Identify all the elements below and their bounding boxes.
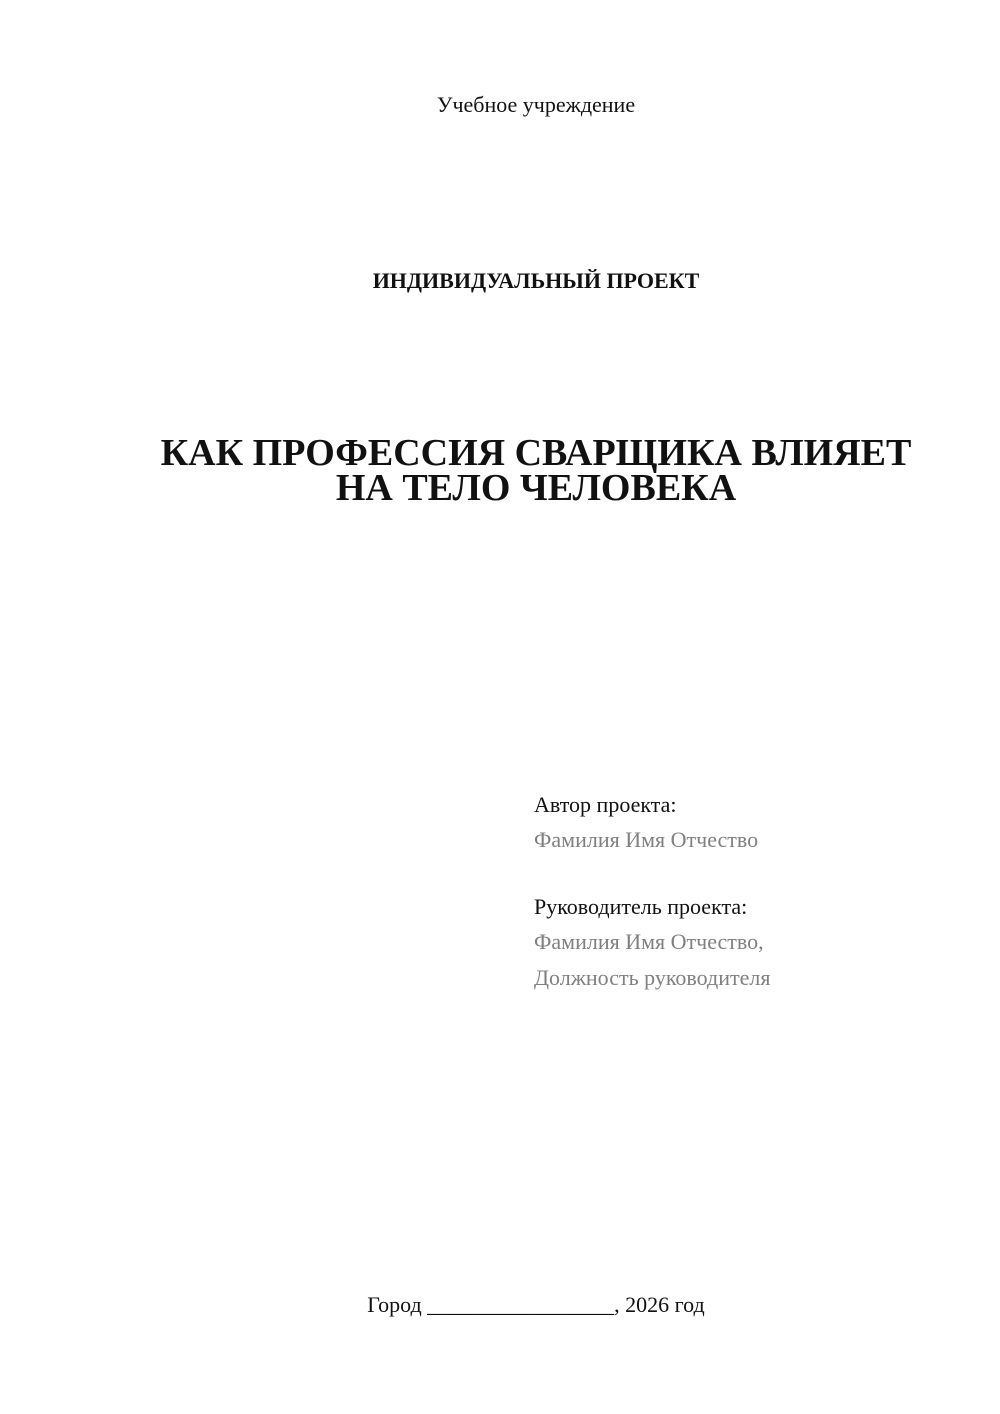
author-name: Фамилия Имя Отчество bbox=[534, 827, 759, 852]
credits-spacer bbox=[534, 858, 974, 890]
author-label: Автор проекта: bbox=[534, 792, 677, 817]
project-title-line-2: НА ТЕЛО ЧЕЛОВЕКА bbox=[335, 467, 737, 509]
institution-name: Учебное учреждение bbox=[436, 92, 636, 117]
supervisor-label: Руководитель проекта: bbox=[534, 894, 748, 919]
project-title bbox=[0, 432, 1000, 509]
supervisor-position: Должность руководителя bbox=[534, 965, 771, 990]
project-title-line-1: КАК ПРОФЕССИЯ СВАРЩИКА ВЛИЯЕТ bbox=[160, 432, 912, 474]
document-type: ИНДИВИДУАЛЬНЫЙ ПРОЕКТ bbox=[372, 268, 700, 293]
supervisor-name: Фамилия Имя Отчество, bbox=[534, 929, 764, 954]
credits-block bbox=[534, 788, 974, 996]
city-year-line: Город _________________, 2026 год bbox=[367, 1292, 705, 1317]
